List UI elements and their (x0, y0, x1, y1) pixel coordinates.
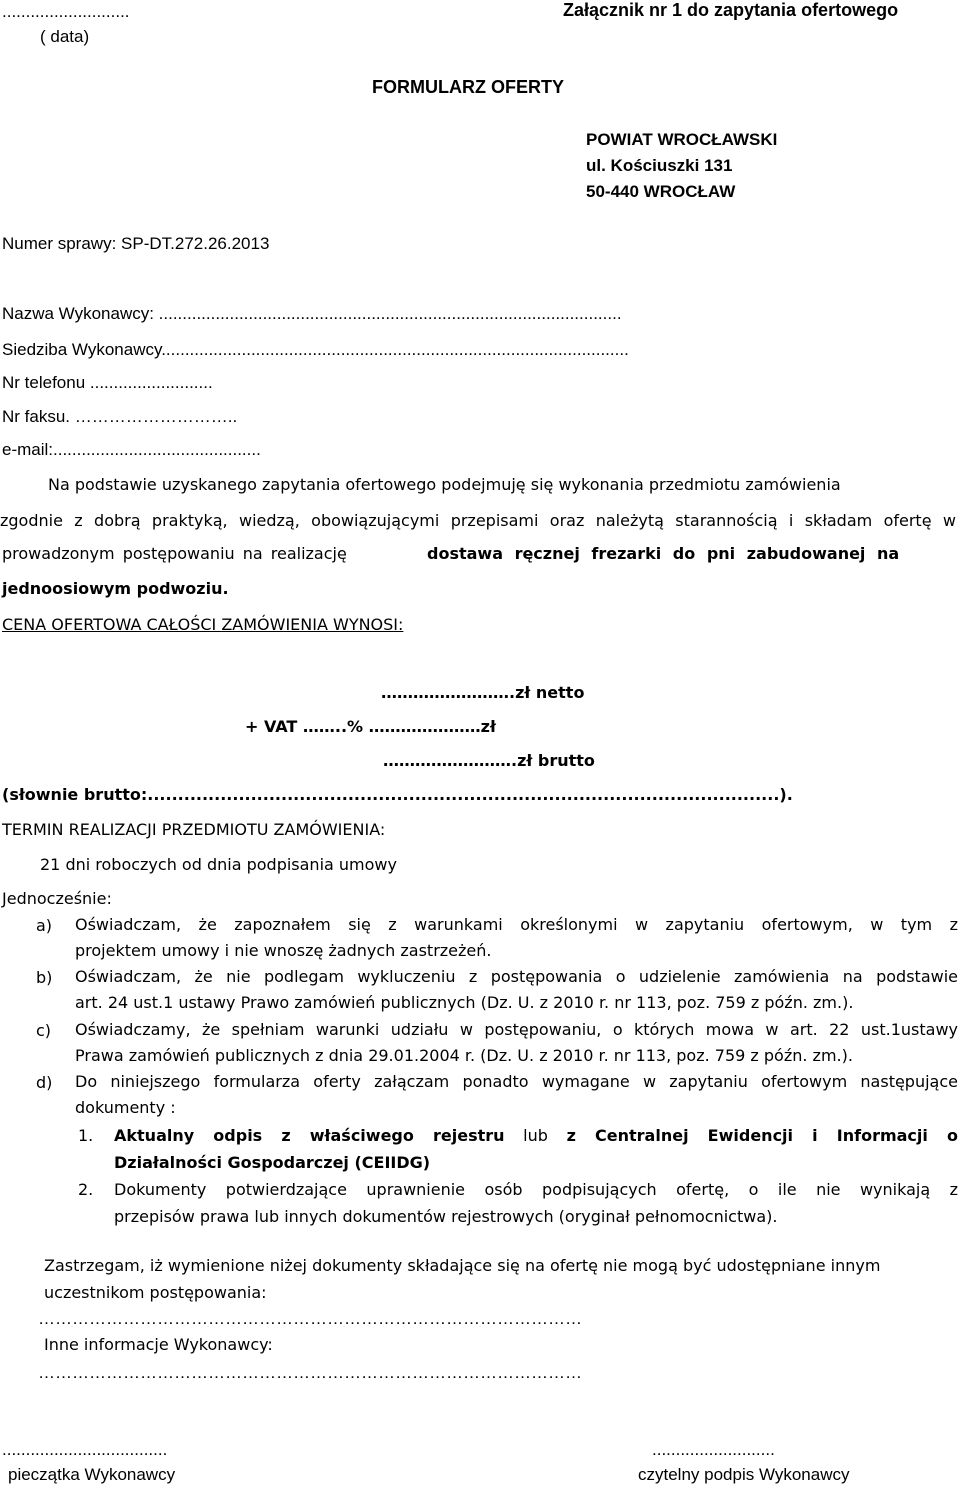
price-brutto: …………………….zł brutto (383, 751, 595, 770)
document-2-line-1: Dokumenty potwierdzające uprawnienie osób podpisujących ofertę, o ile nie wynikają z (114, 1180, 958, 1199)
reservation-line-1: Zastrzegam, iż wymienione niżej dokumenty składające się na ofertę nie mogą być udostępniane innym (44, 1256, 881, 1275)
statement-c-line-1: Oświadczamy, że spełniam warunki udziału w postępowaniu, o których mowa w art. 22 ust.1ustawy (75, 1020, 958, 1039)
price-in-words: (słownie brutto:........................................................................................................). (2, 785, 793, 804)
date-dots: ........................... (2, 2, 130, 21)
document-1-line-1 (114, 1122, 958, 1149)
intro-line-2: zgodnie z dobrą praktyką, wiedzą, obowiązującymi przepisami oraz należytą starannością i składam ofertę w (0, 511, 956, 530)
statement-d-line-1: Do niniejszego formularza oferty załączam ponadto wymagane w zapytaniu ofertowym następujące (75, 1072, 958, 1091)
form-title: FORMULARZ OFERTY (372, 77, 564, 97)
statement-b-line-1: Oświadczam, że nie podlegam wykluczeniu z postępowania o udzielenie zamówienia na podstawie (75, 967, 958, 986)
other-info-dots: …………………………………………………………………………………… (38, 1363, 582, 1382)
document-2-number: 2. (78, 1180, 94, 1199)
other-info-label: Inne informacje Wykonawcy: (44, 1335, 273, 1354)
attachment-title: Załącznik nr 1 do zapytania ofertowego (563, 0, 899, 20)
simultaneously-heading: Jednocześnie: (2, 889, 112, 908)
document-1-or: lub (504, 1126, 567, 1145)
price-heading: CENA OFERTOWA CAŁOŚCI ZAMÓWIENIA WYNOSI: (2, 615, 404, 634)
contractor-seat: Siedziba Wykonawcy................................................................................................... (2, 340, 629, 359)
statement-b-mark: b) (36, 968, 53, 987)
document-1-line-2: Działalności Gospodarczej (CEIIDG) (114, 1153, 431, 1172)
statement-a-mark: a) (36, 916, 53, 935)
intro-line-3-normal: prowadzonym postępowaniu na realizację (2, 544, 347, 563)
price-vat: + VAT ……..% …………………zł (245, 717, 496, 736)
term-value: 21 dni roboczych od dnia podpisania umowy (40, 855, 397, 874)
statement-c-line-2: Prawa zamówień publicznych z dnia 29.01.2004 r. (Dz. U. z 2010 r. nr 113, poz. 759 z późn. zm.). (75, 1046, 853, 1065)
recipient-line-3: 50-440 WROCŁAW (586, 182, 736, 201)
signature-label: czytelny podpis Wykonawcy (638, 1465, 850, 1484)
intro-line-1: Na podstawie uzyskanego zapytania ofertowego podejmuję się wykonania przedmiotu zamówienia (48, 475, 841, 494)
statement-b-line-2: art. 24 ust.1 ustawy Prawo zamówień publicznych (Dz. U. z 2010 r. nr 113, poz. 759 z późn. zm.). (75, 993, 854, 1012)
subject-of-order: dostawa ręcznej frezarki do pni zabudowanej na (427, 544, 900, 563)
contractor-email: e-mail:............................................ (2, 440, 261, 459)
price-netto: …………………….zł netto (381, 683, 585, 702)
case-number: Numer sprawy: SP-DT.272.26.2013 (2, 234, 270, 253)
reservation-dots: …………………………………………………………………………………… (38, 1309, 582, 1328)
recipient-line-2: ul. Kościuszki 131 (586, 156, 733, 175)
document-1-bold-b: z Centralnej Ewidencji i Informacji o (566, 1126, 959, 1145)
reservation-line-2: uczestnikom postępowania: (44, 1283, 267, 1302)
signature-dots: .......................... (652, 1440, 775, 1459)
statement-c-mark: c) (36, 1021, 52, 1040)
date-label: ( data) (40, 27, 90, 46)
stamp-dots: ................................... (2, 1440, 168, 1459)
statement-d-line-2: dokumenty : (75, 1098, 176, 1117)
intro-line-3 (2, 544, 347, 564)
subject-of-order-cont: jednoosiowym podwoziu. (2, 579, 229, 598)
recipient-line-1: POWIAT WROCŁAWSKI (586, 130, 778, 149)
term-heading: TERMIN REALIZACJI PRZEDMIOTU ZAMÓWIENIA: (2, 820, 386, 839)
statement-d-mark: d) (36, 1073, 53, 1092)
contractor-phone: Nr telefonu .......................... (2, 373, 213, 392)
statement-a-line-1: Oświadczam, że zapoznałem się z warunkami określonymi w zapytaniu ofertowym, w tym z (75, 915, 958, 934)
statement-a-line-2: projektem umowy i nie wnoszę żadnych zastrzeżeń. (75, 941, 492, 960)
document-1-number: 1. (78, 1126, 94, 1145)
contractor-name: Nazwa Wykonawcy: .................................................................................................. (2, 304, 622, 323)
document-2-line-2: przepisów prawa lub innych dokumentów rejestrowych (oryginał pełnomocnictwa). (114, 1207, 778, 1226)
document-1-bold-a: Aktualny odpis z właściwego rejestru (114, 1126, 505, 1145)
stamp-label: pieczątka Wykonawcy (8, 1465, 176, 1484)
contractor-fax: Nr faksu. ……………………….. (2, 407, 238, 426)
